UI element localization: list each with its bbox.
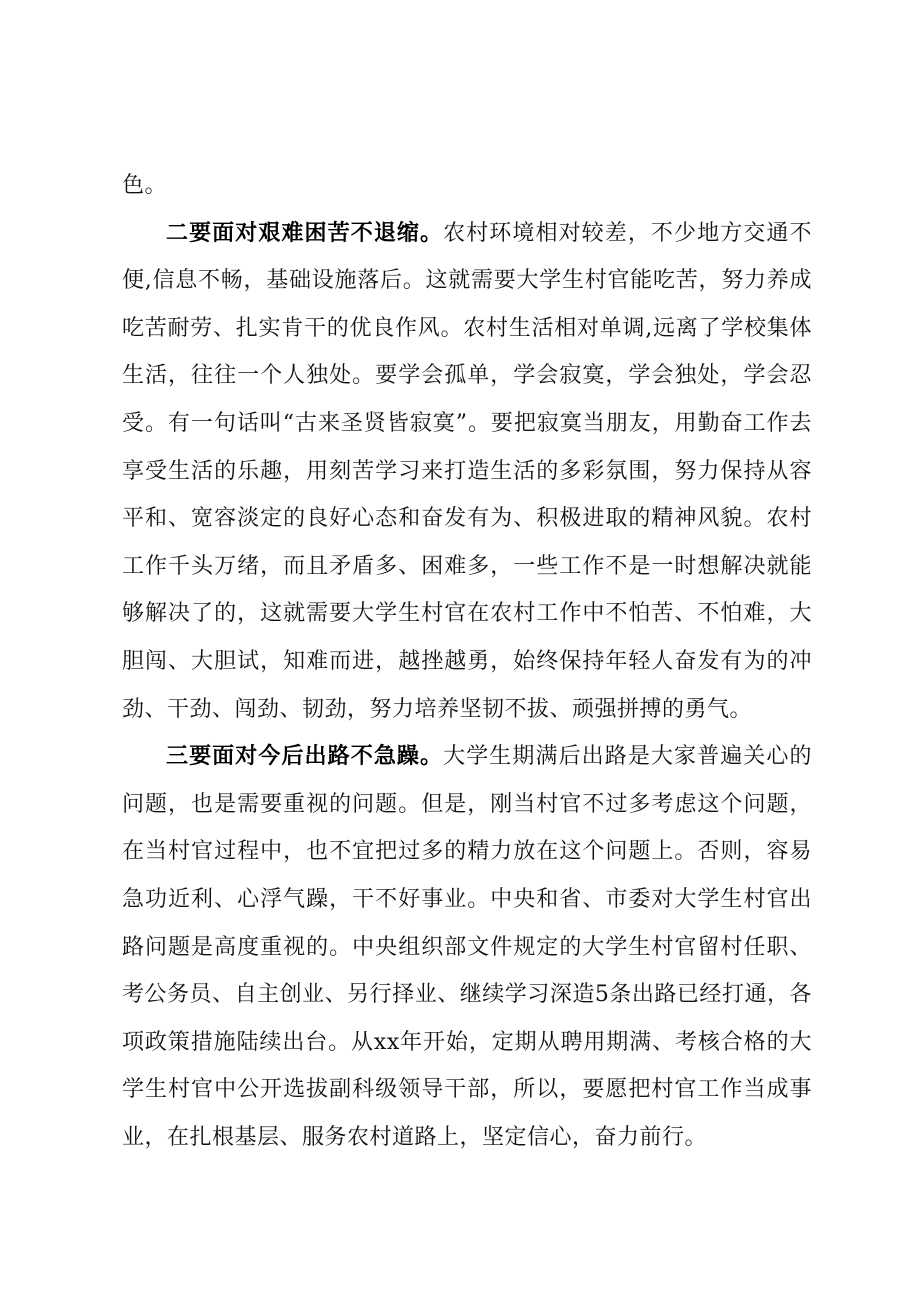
paragraph-three-body: 大学生期满后出路是大家普遍关心的问题，也是需要重视的问题。但是，刚当村官不过多考虑这个问题，在当村官过程中，也不宜把过多的精力放在这个问题上。否则，容易急功近利、心浮气躁，干不好事业。中央和省、市委对大学生村官出路问题是高度重视的。中央组织部文件规定的大学生村官留村任职、考公务员、自主创业、另行择业、继续学习深造5条出路已经打通，各项政策措施陆续出台。从xx年开始，定期从聘用期满、考核合格的大学生村官中公开选拔副科级领导干部，所以，要愿把村官工作当成事业，在扎根基层、服务农村道路上，坚定信心，奋力前行。 [122, 744, 812, 1150]
paragraph-two [122, 210, 812, 734]
fragment-text: 色。 [122, 173, 168, 198]
document-body [122, 162, 812, 1161]
paragraph-three [122, 733, 812, 1161]
paragraph-three-heading: 三要面对今后出路不急躁。 [166, 744, 444, 770]
paragraph-two-body: 农村环境相对较差，不少地方交通不便,信息不畅，基础设施落后。这就需要大学生村官能吃苦，努力养成吃苦耐劳、扎实肯干的优良作风。农村生活相对单调,远离了学校集体生活，往往一个人独处。要学会孤单，学会寂寞，学会独处，学会忍受。有一句话叫“古来圣贤皆寂寞”。要把寂寞当朋友，用勤奋工作去享受生活的乐趣，用刻苦学习来打造生活的多彩氛围，努力保持从容平和、宽容淡定的良好心态和奋发有为、积极进取的精神风貌。农村工作千头万绪，而且矛盾多、困难多，一些工作不是一时想解决就能够解决了的，这就需要大学生村官在农村工作中不怕苦、不怕难，大胆闯、大胆试，知难而进，越挫越勇，始终保持年轻人奋发有为的冲劲、干劲、闯劲、韧劲，努力培养坚韧不拔、顽强拼搏的勇气。 [122, 220, 812, 722]
continued-fragment [122, 162, 812, 210]
paragraph-two-heading: 二要面对艰难困苦不退缩。 [166, 220, 444, 246]
